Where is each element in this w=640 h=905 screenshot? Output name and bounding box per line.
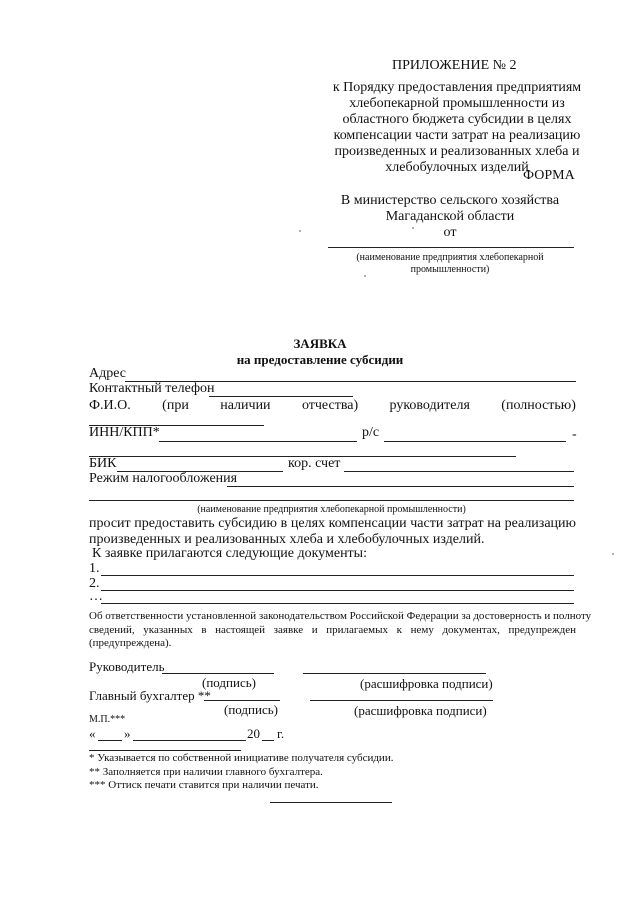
caption-line: промышленности) <box>410 264 490 275</box>
rs-field[interactable] <box>384 441 566 442</box>
fio-word: (полностью) <box>501 398 576 413</box>
tax-label: Режим налогообложения <box>89 471 238 486</box>
scan-speck <box>612 553 614 555</box>
date-month-field[interactable] <box>133 740 246 741</box>
footnote: *** Оттиск печати ставится при наличии печати. <box>89 779 319 791</box>
date-year-prefix: 20 <box>247 726 260 741</box>
scan-speck <box>364 275 366 277</box>
fio-word: отчества) <box>301 398 359 413</box>
sender-caption <box>330 252 570 276</box>
accountant-decode-caption: (расшифровка подписи) <box>354 703 487 718</box>
doc-title: ЗАЯВКА <box>293 336 347 351</box>
request-text-line1: просит предоставить субсидию в целях компенсации части затрат на реализацию <box>89 516 576 531</box>
document-item-field[interactable] <box>101 590 574 591</box>
document-item-number: 1. <box>89 561 100 576</box>
footnote: * Указывается по собственной инициативе получателя субсидии. <box>89 752 394 764</box>
appendix-line: хлебопекарной промышленности из <box>349 96 565 111</box>
document-item-number: 2. <box>89 576 100 591</box>
footnote: ** Заполняется при наличии главного бухгалтера. <box>89 766 323 778</box>
rs-label: р/с <box>362 425 380 440</box>
accountant-signature-caption: (подпись) <box>224 702 278 717</box>
accountant-decode-field[interactable] <box>310 700 493 701</box>
date-year-suffix: г. <box>277 726 285 741</box>
appendix-line: хлебобулочных изделий <box>385 160 529 175</box>
org-name-caption: (наименование предприятия хлебопекарной промышленности) <box>197 504 466 515</box>
scan-speck <box>299 230 301 232</box>
appendix-line: к Порядку предоставления предприятиям <box>332 80 582 95</box>
accountant-signature-field[interactable] <box>204 700 280 701</box>
head-label: Руководитель <box>89 659 165 674</box>
rs-dash: - <box>572 427 577 442</box>
kor-field[interactable] <box>344 471 574 472</box>
liability-line3: (предупреждена). <box>89 637 172 649</box>
form-label: ФОРМА <box>523 168 575 183</box>
org-name-field[interactable] <box>89 500 574 501</box>
fio-word: наличии <box>220 398 271 413</box>
head-signature-caption: (подпись) <box>202 675 256 690</box>
appendix-number: ПРИЛОЖЕНИЕ № 2 <box>392 58 517 73</box>
inn-label: ИНН/КПП* <box>89 425 160 440</box>
date-open-quote: « <box>89 726 96 741</box>
date-year-field[interactable] <box>262 740 274 741</box>
liability-line2: сведений, указанных в настоящей заявке и прилагаемых к нему документах, предупрежден <box>89 624 576 636</box>
document-item-field[interactable] <box>101 575 574 576</box>
appendix-reference <box>326 80 588 176</box>
doc-subtitle: на предоставление субсидии <box>236 352 404 367</box>
document-item-field[interactable] <box>101 603 574 604</box>
addressee-block <box>330 193 570 241</box>
addressee-line: Магаданской области <box>385 209 515 224</box>
fio-word: Ф.И.О. <box>89 398 131 413</box>
appendix-line: произведенных и реализованных хлеба и <box>334 144 580 159</box>
appendix-line: областного бюджета субсидии в целях <box>342 112 572 127</box>
date-day-field[interactable] <box>98 740 122 741</box>
address-label: Адрес <box>89 366 127 381</box>
addressee-line: от <box>443 225 457 240</box>
kor-label: кор. счет <box>288 456 341 471</box>
bik-label: БИК <box>89 456 117 471</box>
tax-field[interactable] <box>227 486 574 487</box>
sender-line[interactable] <box>328 247 574 248</box>
documents-intro: К заявке прилагаются следующие документы: <box>92 546 367 561</box>
appendix-line: компенсации части затрат на реализацию <box>333 128 581 143</box>
stamp-label: М.П.*** <box>89 714 126 725</box>
head-decode-field[interactable] <box>303 673 486 674</box>
date-close-quote: » <box>124 726 131 741</box>
fio-word: (при <box>162 398 189 413</box>
liability-line1: Об ответственности установленной законодательством Российской Федерации за достоверность и полноту <box>89 610 592 622</box>
fio-word: руководителя <box>389 398 470 413</box>
phone-label: Контактный телефон <box>89 381 215 396</box>
fio-label-row <box>89 398 576 414</box>
head-signature-field[interactable] <box>162 673 274 674</box>
head-decode-caption: (расшифровка подписи) <box>360 676 493 691</box>
accountant-label: Главный бухгалтер ** <box>89 688 211 703</box>
closing-line <box>270 802 392 803</box>
phone-field[interactable] <box>209 396 353 397</box>
scan-speck <box>412 227 414 229</box>
caption-line: (наименование предприятия хлебопекарной <box>356 252 544 263</box>
document-item-ellipsis: … <box>89 589 103 604</box>
footnote-separator <box>89 750 241 751</box>
addressee-line: В министерство сельского хозяйства <box>340 193 560 208</box>
request-text-line2: произведенных и реализованных хлеба и хлебобулочных изделий. <box>89 532 485 547</box>
inn-field[interactable] <box>159 441 357 442</box>
